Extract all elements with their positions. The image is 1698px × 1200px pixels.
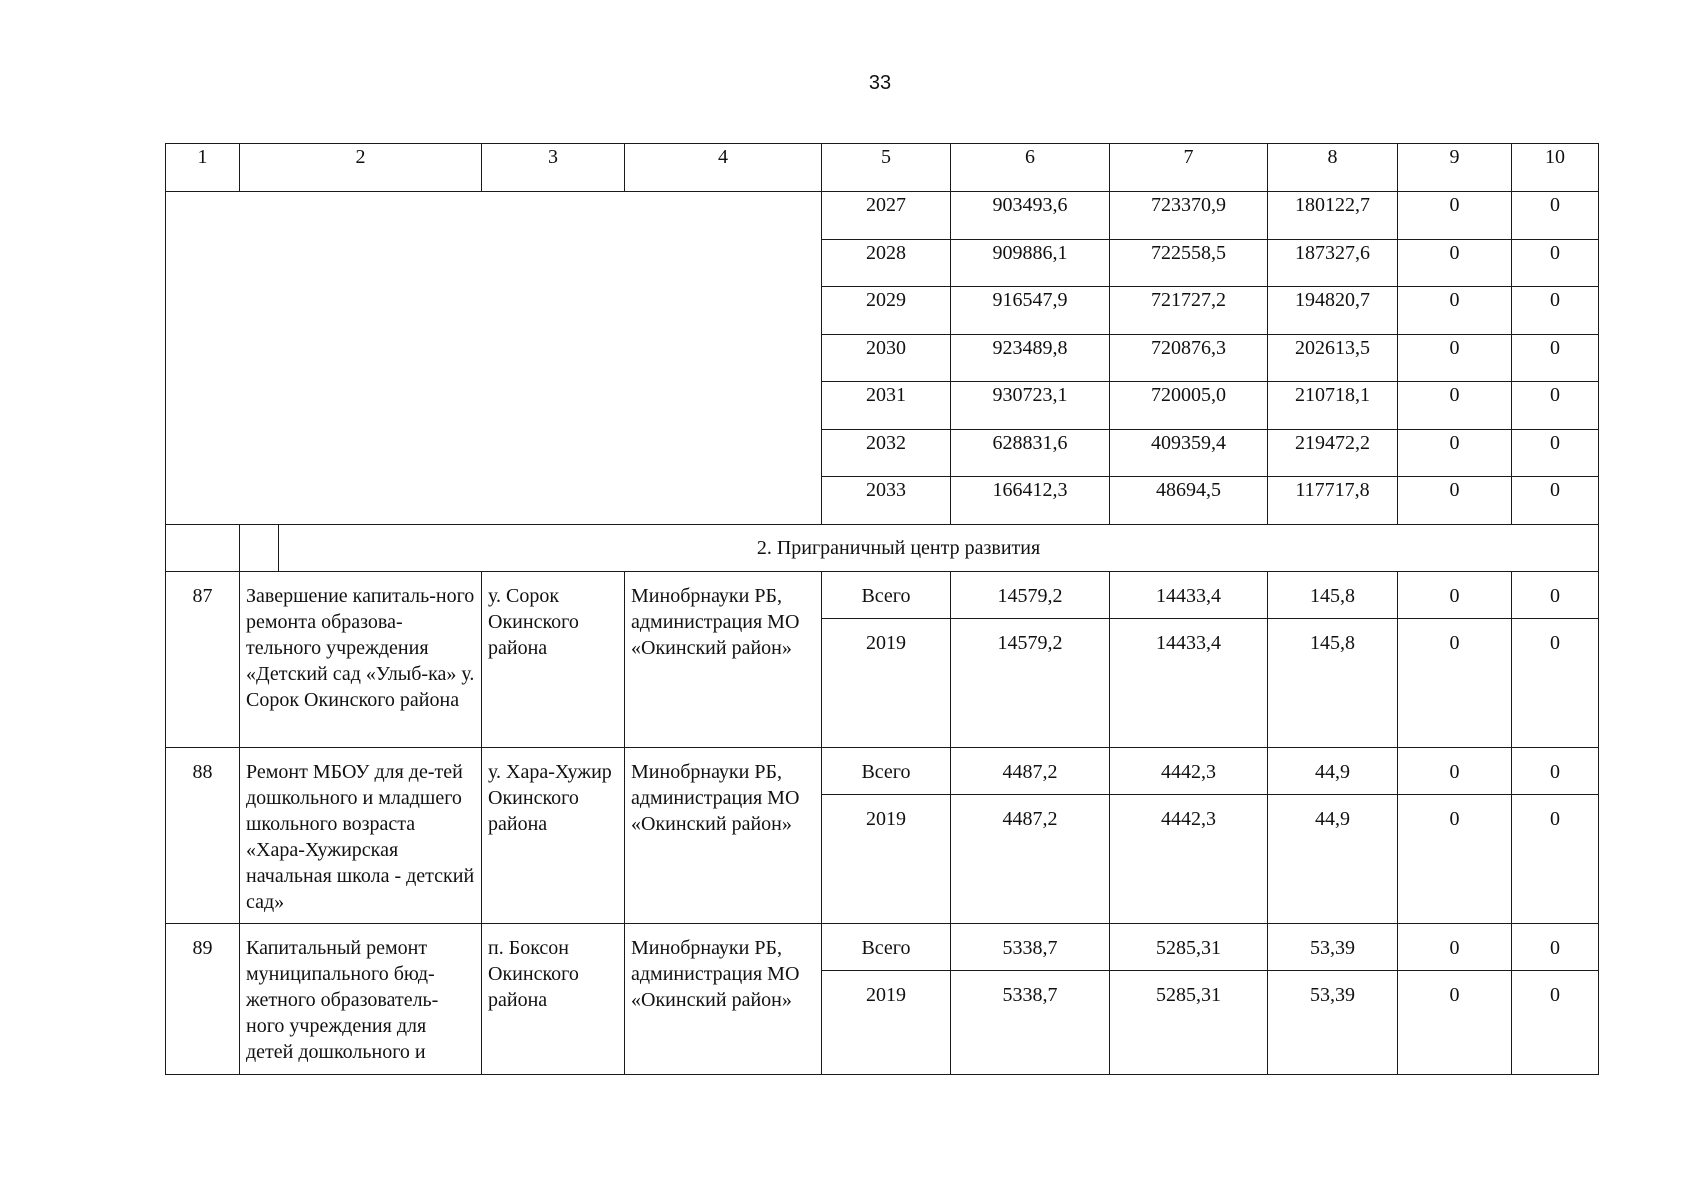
value-cell: 0 [1512,618,1599,747]
year-cell: 2029 [822,287,951,335]
value-cell: 14433,4 [1110,618,1268,747]
value-cell: 194820,7 [1268,287,1398,335]
value-cell: 4487,2 [951,747,1110,794]
value-cell: 0 [1398,618,1512,747]
value-cell: 0 [1398,970,1512,1074]
value-cell: 117717,8 [1268,477,1398,525]
value-cell: 0 [1398,923,1512,970]
value-cell: 180122,7 [1268,192,1398,240]
value-cell: 0 [1512,192,1599,240]
entry-number: 87 [166,571,240,747]
value-cell: 4442,3 [1110,747,1268,794]
value-cell: 0 [1512,382,1599,430]
value-cell: 720005,0 [1110,382,1268,430]
header-cell: 5 [822,144,951,192]
value-cell: 0 [1398,794,1512,923]
value-cell: 145,8 [1268,618,1398,747]
value-cell: 14579,2 [951,618,1110,747]
header-cell: 3 [482,144,625,192]
value-cell: 409359,4 [1110,429,1268,477]
value-cell: 903493,6 [951,192,1110,240]
table-row [166,747,1599,794]
value-cell: 202613,5 [1268,334,1398,382]
value-cell: 145,8 [1268,571,1398,618]
value-cell: 923489,8 [951,334,1110,382]
value-cell: 5285,31 [1110,970,1268,1074]
period-cell: Всего [822,923,951,970]
period-cell: Всего [822,571,951,618]
value-cell: 0 [1398,477,1512,525]
value-cell: 0 [1512,334,1599,382]
continuation-blank-cell [166,192,822,525]
section-row [166,524,1599,571]
value-cell: 0 [1398,747,1512,794]
value-cell: 5338,7 [951,923,1110,970]
value-cell: 0 [1398,334,1512,382]
year-cell: 2032 [822,429,951,477]
header-cell: 4 [625,144,822,192]
value-cell: 628831,6 [951,429,1110,477]
value-cell: 187327,6 [1268,239,1398,287]
year-cell: 2031 [822,382,951,430]
entry-number: 88 [166,747,240,923]
value-cell: 0 [1398,192,1512,240]
year-cell: 2033 [822,477,951,525]
header-cell: 9 [1398,144,1512,192]
header-cell: 8 [1268,144,1398,192]
period-cell: Всего [822,747,951,794]
entry-name: Ремонт МБОУ для де-тей дошкольного и младшего школьного возраста «Хара-Хужирская начальная школа - детский сад» [240,747,482,923]
page-number: 33 [868,72,892,94]
header-cell: 7 [1110,144,1268,192]
period-cell: 2019 [822,618,951,747]
header-cell: 1 [166,144,240,192]
value-cell: 720876,3 [1110,334,1268,382]
entry-place: п. Боксон Окинского района [482,923,625,1074]
entry-executor: Минобрнауки РБ, администрация МО «Окинский район» [625,747,822,923]
entry-name: Капитальный ремонт муниципального бюд-жетного образователь-ного учреждения для детей дошкольного и [240,923,482,1074]
section-title-cell [240,524,1599,571]
value-cell: 0 [1512,429,1599,477]
period-cell: 2019 [822,794,951,923]
value-cell: 723370,9 [1110,192,1268,240]
header-cell: 2 [240,144,482,192]
value-cell: 916547,9 [951,287,1110,335]
value-cell: 722558,5 [1110,239,1268,287]
table-row [166,192,1599,240]
value-cell: 0 [1512,970,1599,1074]
value-cell: 0 [1512,571,1599,618]
entry-executor: Минобрнауки РБ, администрация МО «Окинский район» [625,923,822,1074]
entry-name: Завершение капиталь-ного ремонта образова-тельного учреждения «Детский сад «Улыб-ка» у. Сорок Окинского района [240,571,482,747]
entry-place: у. Сорок Окинского района [482,571,625,747]
value-cell: 166412,3 [951,477,1110,525]
period-cell: 2019 [822,970,951,1074]
value-cell: 53,39 [1268,923,1398,970]
value-cell: 0 [1398,382,1512,430]
value-cell: 48694,5 [1110,477,1268,525]
value-cell: 4487,2 [951,794,1110,923]
value-cell: 4442,3 [1110,794,1268,923]
value-cell: 0 [1398,571,1512,618]
header-cell: 6 [951,144,1110,192]
value-cell: 930723,1 [951,382,1110,430]
value-cell: 0 [1512,923,1599,970]
table-header-row [166,144,1599,192]
value-cell: 44,9 [1268,747,1398,794]
value-cell: 14433,4 [1110,571,1268,618]
value-cell: 0 [1512,794,1599,923]
value-cell: 5285,31 [1110,923,1268,970]
value-cell: 0 [1398,287,1512,335]
value-cell: 0 [1512,287,1599,335]
value-cell: 219472,2 [1268,429,1398,477]
value-cell: 0 [1398,239,1512,287]
table-row [166,923,1599,970]
value-cell: 909886,1 [951,239,1110,287]
value-cell: 0 [1512,747,1599,794]
value-cell: 0 [1512,477,1599,525]
value-cell: 5338,7 [951,970,1110,1074]
value-cell: 0 [1512,239,1599,287]
value-cell: 44,9 [1268,794,1398,923]
value-cell: 721727,2 [1110,287,1268,335]
section-title: 2. Приграничный центр развития [756,536,1041,559]
section-left-cell [166,524,240,571]
entry-place: у. Хара-Хужир Окинского района [482,747,625,923]
value-cell: 53,39 [1268,970,1398,1074]
header-cell: 10 [1512,144,1599,192]
value-cell: 0 [1398,429,1512,477]
year-cell: 2030 [822,334,951,382]
value-cell: 14579,2 [951,571,1110,618]
year-cell: 2027 [822,192,951,240]
program-table [165,143,1599,1075]
value-cell: 210718,1 [1268,382,1398,430]
entry-number: 89 [166,923,240,1074]
entry-executor: Минобрнауки РБ, администрация МО «Окинский район» [625,571,822,747]
year-cell: 2028 [822,239,951,287]
table-row [166,571,1599,618]
